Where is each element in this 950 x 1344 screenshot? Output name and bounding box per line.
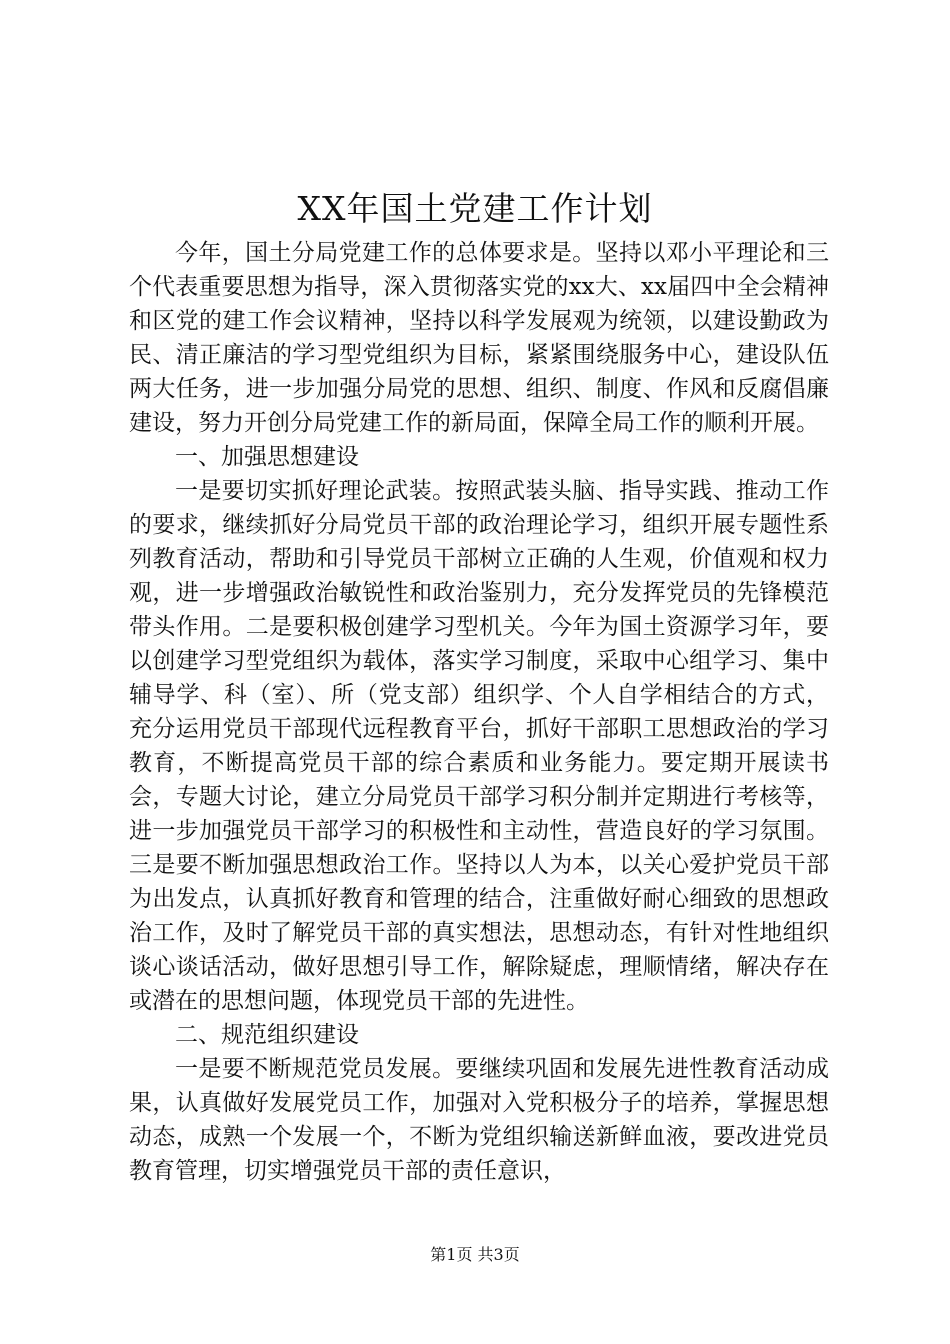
section-heading-2: 二、规范组织建设 (175, 1022, 359, 1048)
intro-paragraph: 今年，国土分局党建工作的总体要求是。坚持以邓小平理论和三个代表重要思想为指导，深入贯彻落实党的xx大、xx届四中全会精神和区党的建工作会议精神，坚持以科学发展观为统领，以建设勤政为民、清正廉洁的学习型党组织为目标，紧紧围绕服务中心，建设队伍两大任务，进一步加强分局党的思想、组织、制度、作风和反腐倡廉建设，努力开创分局党建工作的新局面，保障全局工作的顺利开展。 (129, 240, 829, 436)
section-paragraph-2: 一是要不断规范党员发展。要继续巩固和发展先进性教育活动成果，认真做好发展党员工作，加强对入党积极分子的培养，掌握思想动态，成熟一个发展一个，不断为党组织输送新鲜血液，要改进党员教育管理，切实增强党员干部的责任意识， (129, 1056, 829, 1184)
page-footer: 第1页 共3页 (430, 1245, 520, 1264)
document-body (129, 236, 829, 1188)
document-title: XX年国土党建工作计划 (297, 189, 653, 228)
section-paragraph-1: 一是要切实抓好理论武装。按照武装头脑、指导实践、推动工作的要求，继续抓好分局党员干部的政治理论学习，组织开展专题性系列教育活动，帮助和引导党员干部树立正确的人生观，价值观和权力观，进一步增强政治敏锐性和政治鉴别力，充分发挥党员的先锋模范带头作用。二是要积极创建学习型机关。今年为国土资源学习年，要以创建学习型党组织为载体，落实学习制度，采取中心组学习、集中辅导学、科（室）、所（党支部）组织学、个人自学相结合的方式，充分运用党员干部现代远程教育平台，抓好干部职工思想政治的学习教育，不断提高党员干部的综合素质和业务能力。要定期开展读书会，专题大讨论，建立分局党员干部学习积分制并定期进行考核等，进一步加强党员干部学习的积极性和主动性，营造良好的学习氛围。三是要不断加强思想政治工作。坚持以人为本，以关心爱护党员干部为出发点，认真抓好教育和管理的结合，注重做好耐心细致的思想政治工作，及时了解党员干部的真实想法，思想动态，有针对性地组织谈心谈话活动，做好思想引导工作，解除疑虑，理顺情绪，解决存在或潜在的思想问题，体现党员干部的先进性。 (129, 478, 829, 1014)
section-heading-1: 一、加强思想建设 (175, 444, 359, 470)
